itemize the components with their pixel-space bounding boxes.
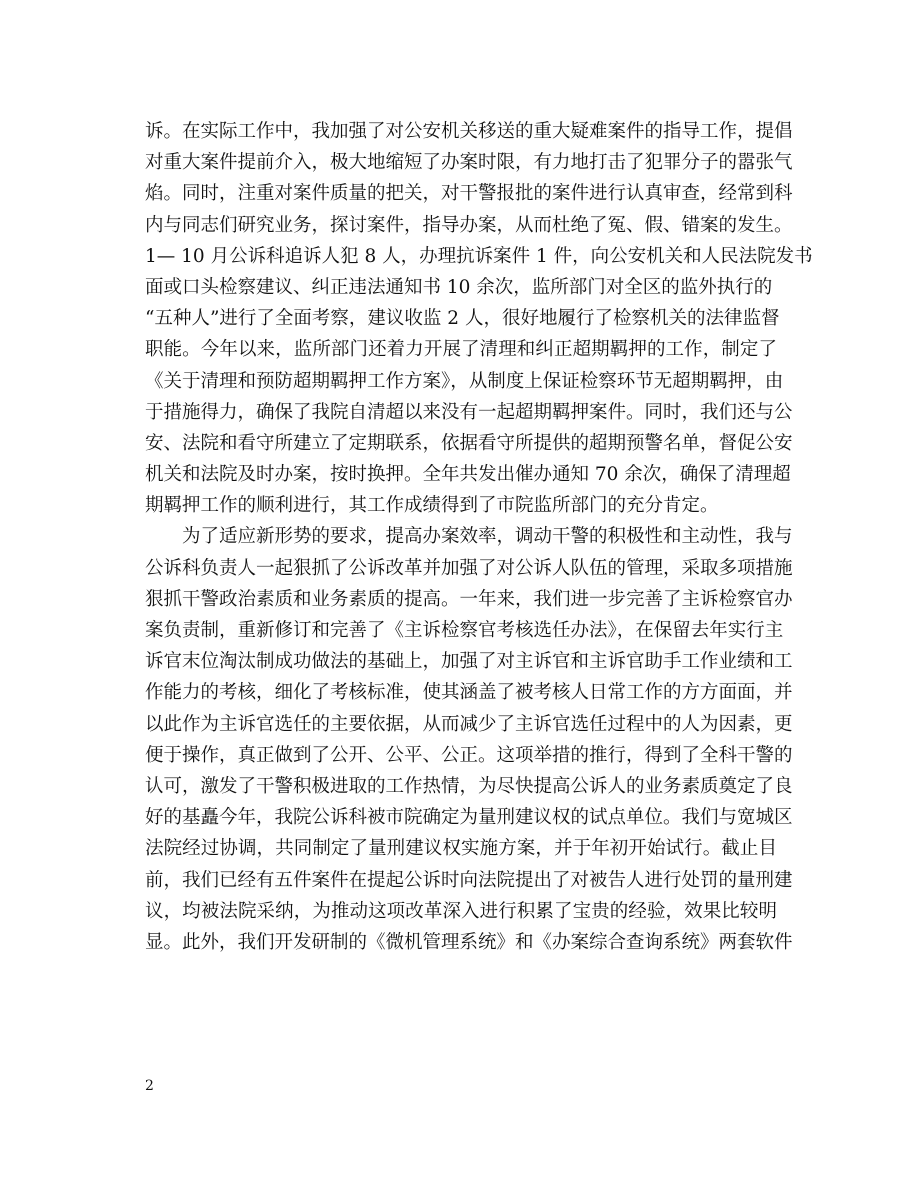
text-line: “五种人”进行了全面考察，建议收监 2 人，很好地履行了检察机关的法律监督	[145, 308, 780, 330]
text-line: 公诉科负责人一起狠抓了公诉改革并加强了对公诉人队伍的管理，采取多项措施	[145, 557, 793, 579]
paragraph-end-line: 期羁押工作的顺利进行，其工作成绩得到了市院监所部门的充分肯定。	[145, 495, 719, 517]
page-number: 2	[145, 1078, 154, 1094]
text-line: 好的基矗今年，我院公诉科被市院确定为量刑建议权的试点单位。我们与宽城区	[145, 807, 793, 829]
text-line: 狠抓干警政治素质和业务素质的提高。一年来，我们进一步完善了主诉检察官办	[145, 588, 793, 610]
paragraph-first-line: 为了适应新形势的要求，提高办案效率，调动干警的积极性和主动性，我与	[182, 526, 793, 548]
text-line: 以此作为主诉官选任的主要依据，从而减少了主诉官选任过程中的人为因素，更	[145, 713, 793, 735]
text-line: 显。此外，我们开发研制的《微机管理系统》和《办案综合查询系统》两套软件	[145, 931, 793, 953]
text-line: 《关于清理和预防超期羁押工作方案》，从制度上保证检察环节无超期羁押，由	[145, 370, 784, 392]
text-line: 内与同志们研究业务，探讨案件，指导办案，从而杜绝了冤、假、错案的发生。	[145, 214, 793, 236]
text-line: 对重大案件提前介入，极大地缩短了办案时限，有力地打击了犯罪分子的嚣张气	[145, 152, 793, 174]
text-line: 机关和法院及时办案，按时换押。全年共发出催办通知 70 余次，确保了清理超	[145, 464, 791, 486]
text-line: 于措施得力，确保了我院自清超以来没有一起超期羁押案件。同时，我们还与公	[145, 401, 793, 423]
text-line: 诉官末位淘汰制成功做法的基础上，加强了对主诉官和主诉官助手工作业绩和工	[145, 651, 793, 673]
text-line: 诉。在实际工作中，我加强了对公安机关移送的重大疑难案件的指导工作，提倡	[145, 121, 793, 142]
text-line: 案负责制，重新修订和完善了《主诉检察官考核选任办法》，在保留去年实行主	[145, 620, 784, 641]
text-line: 焰。同时，注重对案件质量的把关，对干警报批的案件进行认真审查，经常到科	[145, 183, 793, 205]
text-line: 职能。今年以来，监所部门还着力开展了清理和纠正超期羁押的工作，制定了	[145, 339, 777, 361]
text-line: 作能力的考核，细化了考核标准，使其涵盖了被考核人日常工作的方方面面，并	[145, 682, 793, 704]
body-text	[145, 116, 813, 958]
text-line: 1— 10 月公诉科追诉人犯 8 人，办理抗诉案件 1 件，向公安机关和人民法院发书	[145, 245, 813, 267]
text-line: 安、法院和看守所建立了定期联系，依据看守所提供的超期预警名单，督促公安	[145, 432, 793, 454]
text-line: 法院经过协调，共同制定了量刑建议权实施方案，并于年初开始试行。截止目	[145, 838, 777, 860]
text-line: 议，均被法院采纳，为推动这项改革深入进行积累了宝贵的经验，效果比较明	[145, 900, 777, 922]
text-line: 前，我们已经有五件案件在提起公诉时向法院提出了对被告人进行处罚的量刑建	[145, 869, 793, 891]
text-line: 认可，激发了干警积极进取的工作热情，为尽快提高公诉人的业务素质奠定了良	[145, 775, 793, 797]
text-line: 面或口头检察建议、纠正违法通知书 10 余次，监所部门对全区的监外执行的	[145, 276, 773, 298]
text-line: 便于操作，真正做到了公开、公平、公正。这项举措的推行，得到了全科干警的	[145, 744, 793, 766]
